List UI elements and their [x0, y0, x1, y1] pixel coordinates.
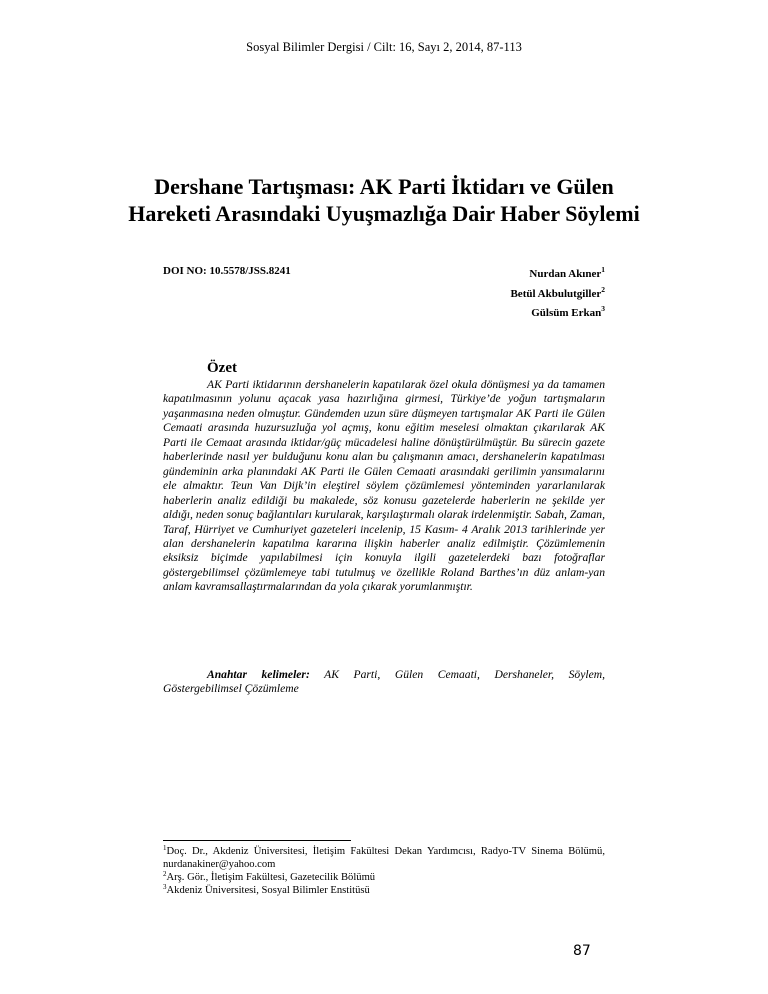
footnote [163, 871, 605, 884]
keywords-label: Anahtar kelimeler: [207, 668, 310, 681]
author-entry [510, 265, 605, 285]
footnote-mark: 1 [163, 844, 167, 852]
article-title: Dershane Tartışması: AK Parti İktidarı ve Gülen Hareketi Arasındaki Uyuşmazlığa Dair Haber Söylemi [128, 174, 640, 226]
author-footnote-mark: 3 [601, 304, 605, 313]
footnote-mark: 2 [163, 870, 167, 878]
abstract-text: AK Parti iktidarının dershanelerin kapatılarak özel okula dönüşmesi ya da tamamen kapatılmasının yolunu açacak yasa hazırlığına girmesi, Türkiye’de yoğun tartışmaların yaşanmasına neden olmuştur. Gündemden uzun süre düşmeyen tartışmalar AK Parti ile Gülen Cemaati arasında huzursuzluğa yol açmış, konu eğitim meselesi olmaktan çıkarılarak AK Parti ile Cemaat arasında iktidar/güç mücadelesi haline dönüştürülmüştür. Bu sürecin gazete haberlerinde nasıl yer bulduğunu konu alan bu çalışmanın amacı, dershanelerin kapatılması gündeminin arka planındaki AK Parti ile Gülen Cemaati arasındaki gerilimin yansımalarını ele almaktır. Teun Van Dijk’in eleştirel söylem çözümlemesi yönteminden yararlanılarak haberlerin analiz edildiği bu makalede, söz konusu gazetelerde haberlerin ne şekilde yer aldığı, neden sonuç bağlantıları kurularak, karşılaştırmalı olarak irdelenmiştir. Sabah, Zaman, Taraf, Hürriyet ve Cumhuriyet gazeteleri incelenip, 15 Kasım- 4 Aralık 2013 tarihlerinde yer alan dershanelerin kapatılma kararına ilişkin haberler analiz edilmiştir. Çözümlemenin eksiksiz biçimde yapılabilmesi için konuyla ilgili gazetelerdeki bazı fotoğraflar göstergebilimsel çözümlemeye tabi tutulmuş ve özellikle Roland Barthes’ın düz anlam-yan anlam kavramsallaştırmalarından da yola çıkarak yorumlanmıştır. [163, 378, 605, 594]
footnote-divider [163, 840, 351, 841]
footnote-mark: 3 [163, 883, 167, 891]
footnotes [163, 845, 605, 897]
author-entry [510, 304, 605, 324]
keywords [163, 668, 605, 697]
author-name: Nurdan Akıner [529, 268, 602, 280]
footnote [163, 845, 605, 871]
footnote-text: Arş. Gör., İletişim Fakültesi, Gazetecilik Bölümü [166, 872, 376, 883]
author-name: Betül Akbulutgiller [510, 287, 602, 300]
page-number: 87 [573, 943, 591, 959]
footnote-text: Akdeniz Üniversitesi, Sosyal Bilimler Enstitüsü [166, 885, 370, 896]
footnote-text: Doç. Dr., Akdeniz Üniversitesi, İletişim Fakültesi Dekan Yardımcısı, Radyo-TV Sinema Bölümü, nurdanakiner@yahoo.com [163, 846, 605, 870]
author-list [510, 265, 605, 324]
author-name: Gülsüm Erkan [531, 307, 602, 319]
running-header: Sosyal Bilimler Dergisi / Cilt: 16, Sayı 2, 2014, 87-113 [246, 40, 522, 54]
doi-label: DOI NO: 10.5578/JSS.8241 [163, 265, 291, 277]
author-entry [510, 285, 605, 305]
footnote [163, 884, 605, 897]
author-footnote-mark: 2 [601, 284, 605, 294]
keywords-text: AK Parti, Gülen Cemaati, Dershaneler, Söylem, Göstergebilimsel Çözümleme [163, 668, 605, 696]
abstract-heading: Özet [207, 360, 237, 376]
author-footnote-mark: 1 [601, 265, 605, 274]
